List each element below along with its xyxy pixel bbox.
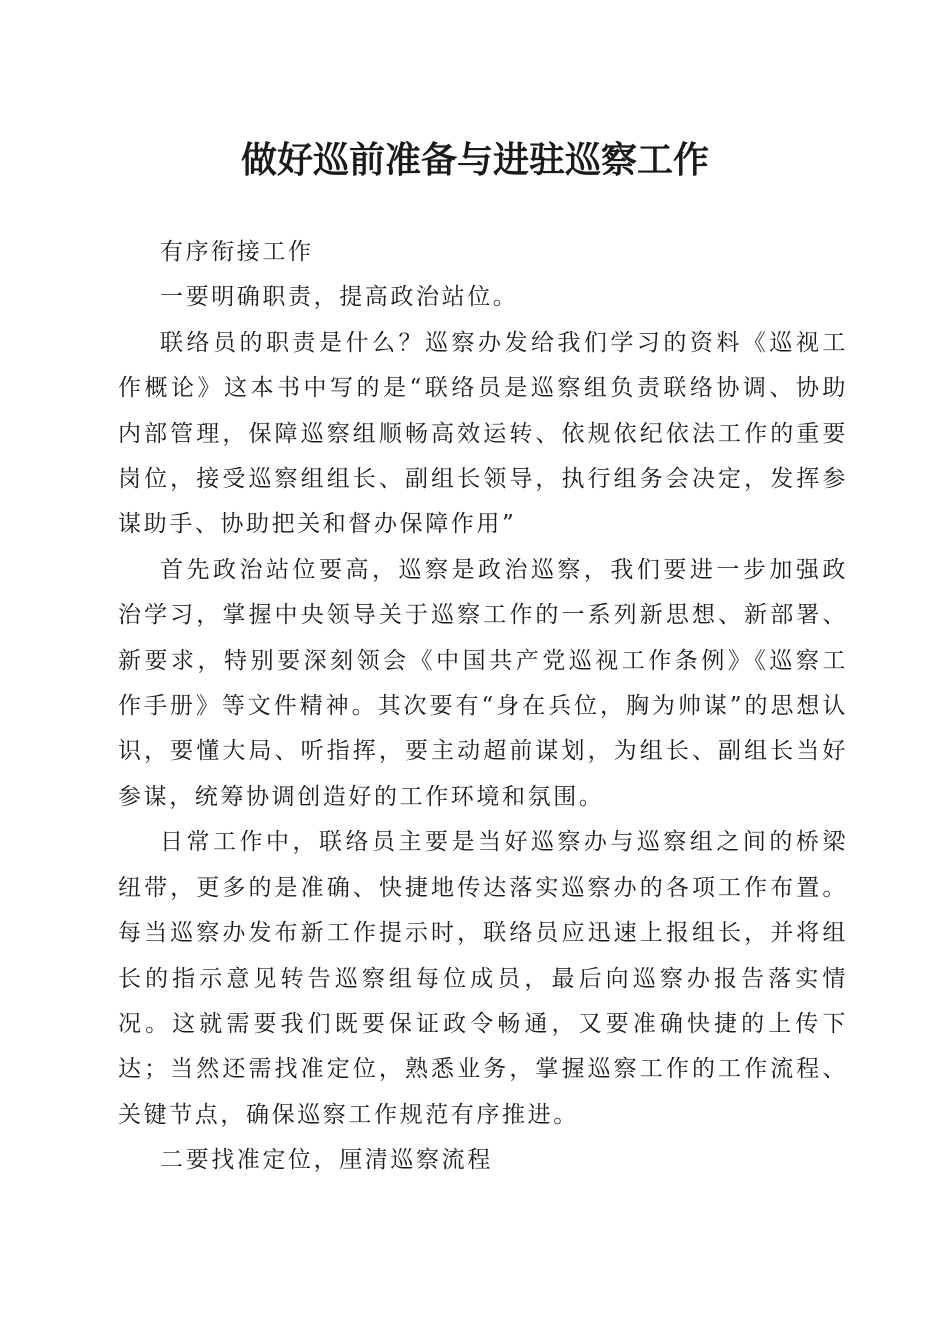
document-body bbox=[118, 230, 848, 1184]
paragraph-point-one: 一要明确职责，提高政治站位。 bbox=[160, 284, 519, 311]
paragraph: 联络员的职责是什么？巡察办发给我们学习的资料《巡视工作概论》这本书中写的是“联络员是巡察组负责联络协调、协助内部管理，保障巡察组顺畅高效运转、依规依纪依法工作的重要岗位，接受巡察组组长、副组长领导，执行组务会决定，发挥参谋助手、协助把关和督办保障作用” bbox=[118, 329, 848, 538]
document-title: 做好巡前准备与进驻巡察工作 bbox=[240, 139, 709, 181]
paragraph-heading: 有序衔接工作 bbox=[160, 239, 314, 265]
paragraph: 首先政治站位要高，巡察是政治巡察，我们要进一步加强政治学习，掌握中央领导关于巡察工作的一系列新思想、新部署、新要求，特别要深刻领会《中国共产党巡视工作条例》《巡察工作手册》等文件精神。其次要有“身在兵位，胸为帅谋”的思想认识，要懂大局、听指挥，要主动超前谋划，为组长、副组长当好参谋，统筹协调创造好的工作环境和氛围。 bbox=[118, 556, 848, 810]
paragraph-point-two: 二要找准定位，厘清巡察流程 bbox=[160, 1147, 493, 1174]
paragraph: 日常工作中，联络员主要是当好巡察办与巡察组之间的桥梁纽带，更多的是准确、快捷地传达落实巡察办的各项工作布置。每当巡察办发布新工作提示时，联络员应迅速上报组长，并将组长的指示意见转告巡察组每位成员，最后向巡察办报告落实情况。这就需要我们既要保证政令畅通，又要准确快捷的上传下达；当然还需找准定位，熟悉业务，掌握巡察工作的工作流程、关键节点，确保巡察工作规范有序推进。 bbox=[118, 829, 848, 1128]
